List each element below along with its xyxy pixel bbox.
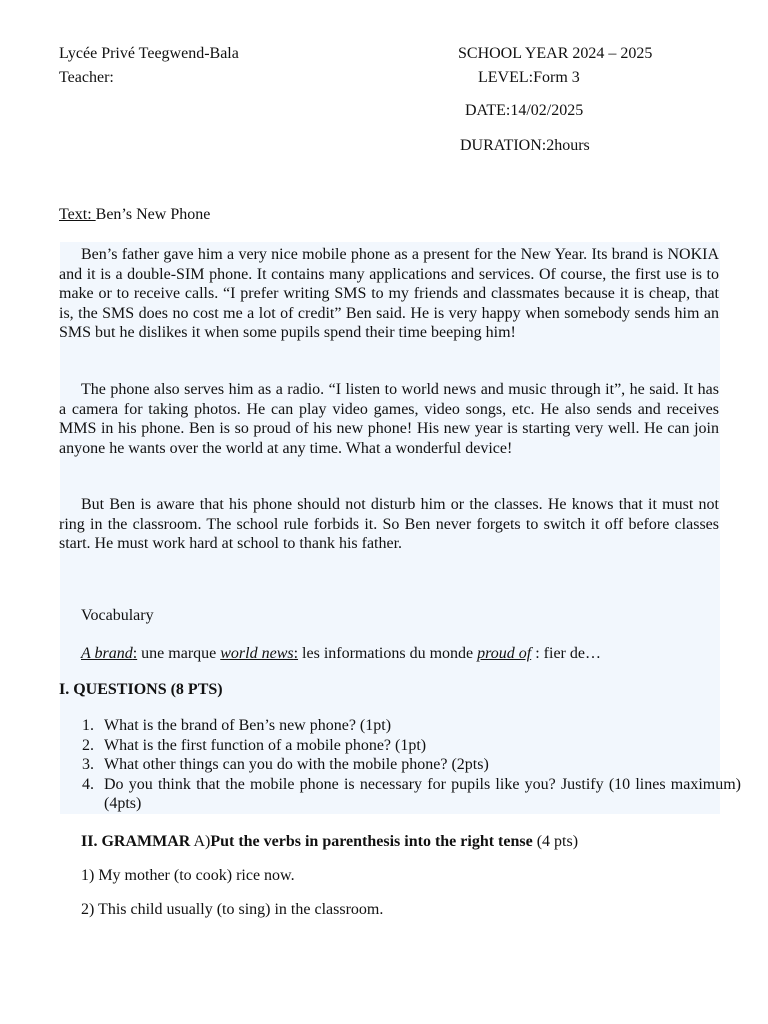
questions-heading: I. QUESTIONS (8 PTS) — [59, 681, 223, 698]
text-title-value: Ben’s New Phone — [95, 206, 211, 223]
vocab-meaning: fier de… — [539, 645, 601, 662]
level: LEVEL:Form 3 — [478, 69, 580, 86]
vocabulary-heading: Vocabulary — [81, 607, 154, 624]
questions-list — [82, 716, 741, 814]
paragraph-1: Ben’s father gave him a very nice mobile phone as a present for the New Year. Its brand is NOKIA and it is a double-SIM phone. It contains many applications and services. Of course, the first use is to make or to receive calls. “I prefer writing SMS to my friends and classmates because it is cheap, that is, the SMS does no cost me a lot of credit” Ben said. He is very happy when somebody sends him an SMS but he dislikes it when some pupils spend their time beeping him! — [59, 246, 719, 341]
paragraph-2: The phone also serves him as a radio. “I listen to world news and music through it”, he said. It has a camera for taking photos. He can play video games, video songs, etc. He also sends and receives MMS in his phone. Ben is so proud of his new phone! His new year is starting very well. He can join anyone he wants over the world at any time. What a wonderful device! — [59, 381, 719, 457]
question-item: 1. What is the brand of Ben’s new phone? (1pt) — [82, 717, 392, 734]
vocabulary-line: A brand: une marque world news: les informations du monde proud of : fier de… — [81, 645, 601, 662]
school-year: SCHOOL YEAR 2024 – 2025 — [458, 45, 653, 62]
grammar-heading: II. GRAMMAR A)Put the verbs in parenthesis into the right tense (4 pts) — [81, 833, 579, 850]
duration: DURATION:2hours — [460, 137, 590, 154]
text-title — [59, 205, 210, 225]
school-name: Lycée Privé Teegwend-Bala — [59, 45, 239, 62]
paragraph-3: But Ben is aware that his phone should not disturb him or the classes. He knows that it must not ring in the classroom. The school rule forbids it. So Ben never forgets to switch it off before classes start. He must work hard at school to thank his father. — [59, 496, 719, 552]
date: DATE:14/02/2025 — [465, 102, 584, 119]
vocab-term: A brand — [81, 645, 133, 662]
vocab-meaning: une marque — [137, 645, 221, 662]
grammar-instruction: Put the verbs in parenthesis into the right tense — [210, 833, 533, 850]
grammar-item-2: 2) This child usually (to sing) in the classroom. — [81, 901, 384, 918]
vocab-term: proud of — [477, 645, 532, 662]
question-item: 4. Do you think that the mobile phone is necessary for pupils like you? Justify (10 lines maximum) (4pts) — [82, 775, 741, 812]
question-item: 3. What other things can you do with the mobile phone? (2pts) — [82, 756, 489, 773]
question-item: 2. What is the first function of a mobile phone? (1pt) — [82, 736, 427, 754]
grammar-item-1: 1) My mother (to cook) rice now. — [81, 867, 295, 884]
teacher-label: Teacher: — [59, 69, 114, 86]
vocab-meaning: les informations du monde — [298, 645, 478, 662]
vocab-term: world news — [220, 645, 294, 662]
text-label: Text: — [59, 206, 96, 223]
